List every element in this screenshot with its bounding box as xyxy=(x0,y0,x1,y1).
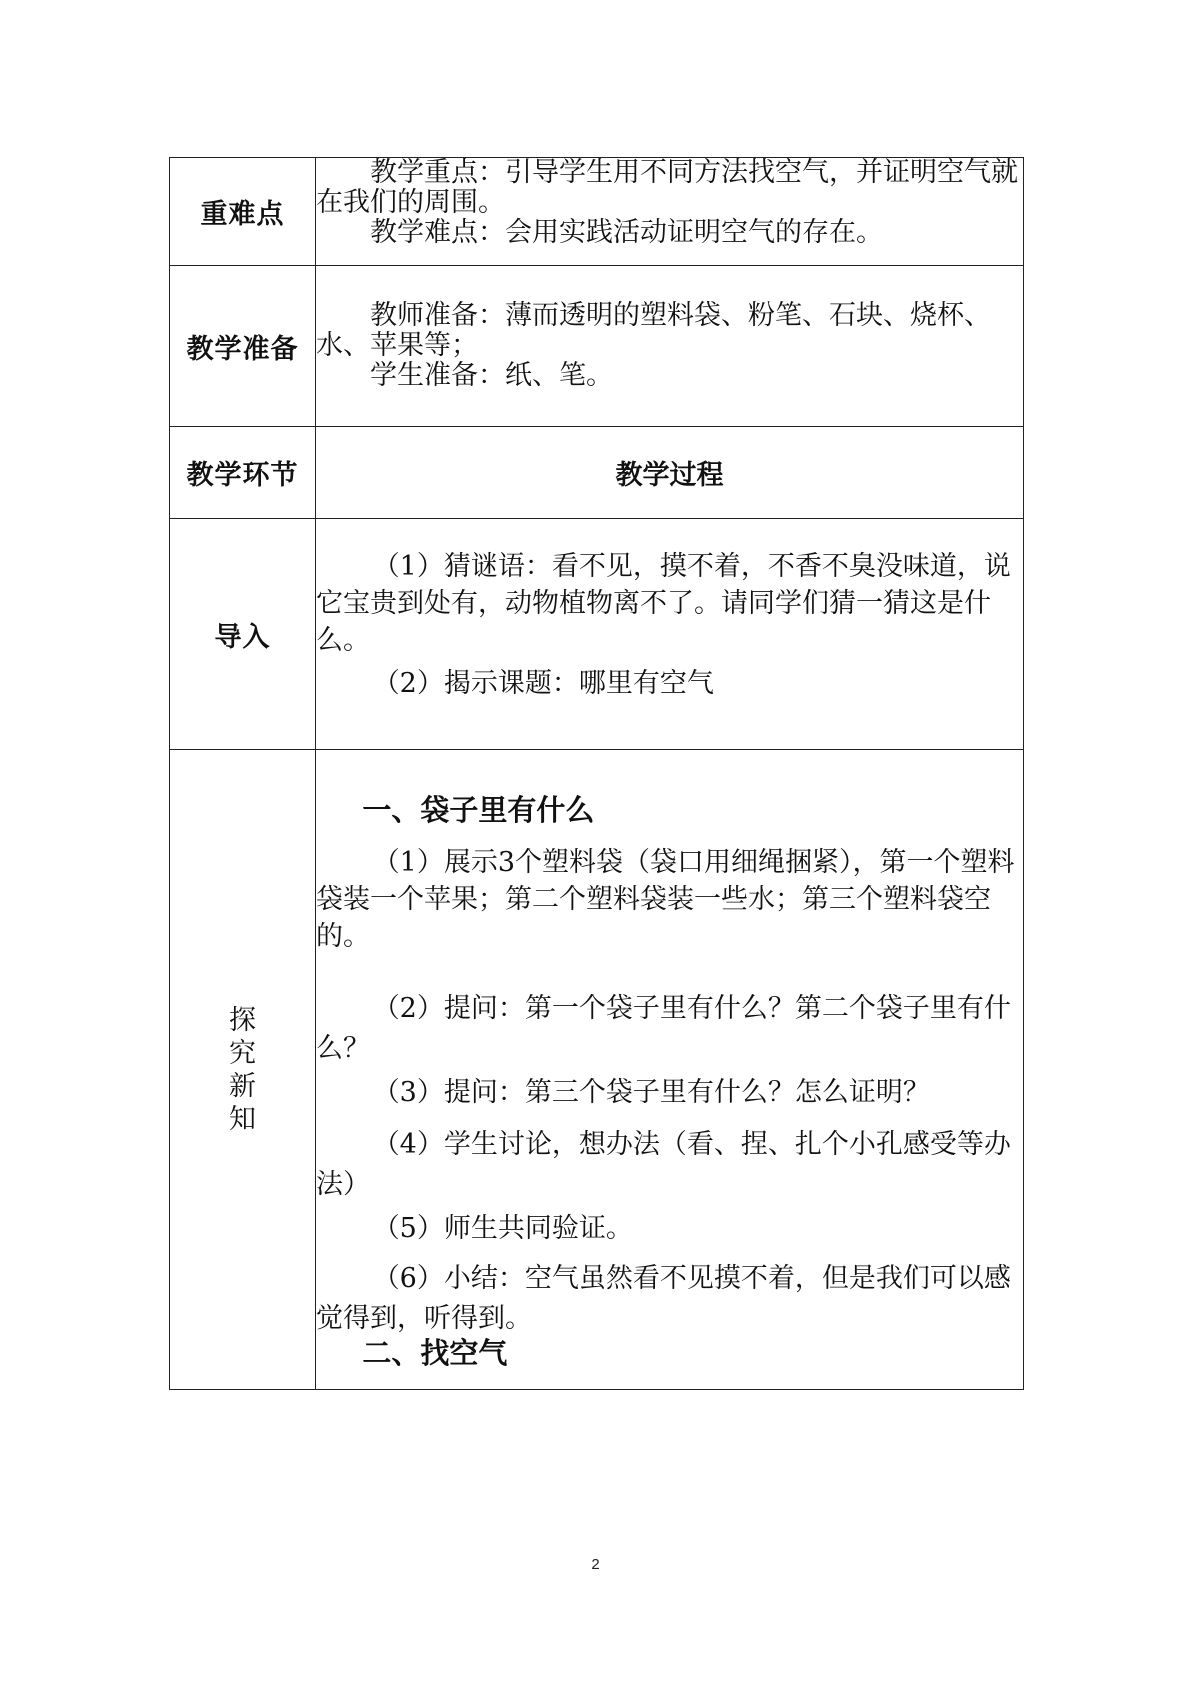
row-label-explore xyxy=(170,750,316,1390)
explore-item: （1）展示3个塑料袋（袋口用细绳捆紧），第一个塑料袋装一个苹果；第二个塑料袋装一些水；第三个塑料袋空的。 xyxy=(316,847,1015,952)
explore-item: （5）师生共同验证。 xyxy=(372,1213,633,1244)
header-label-process: 教学过程 xyxy=(316,427,1024,519)
explore-item: （6）小结：空气虽然看不见摸不着，但是我们可以感觉得到，听得到。 xyxy=(316,1263,1011,1334)
section-heading-find-air: 二、找空气 xyxy=(362,1336,508,1370)
key-point-focus: 教学重点：引导学生用不同方法找空气，并证明空气就在我们的周围。 xyxy=(316,157,1018,218)
row-preparation xyxy=(170,266,1024,427)
intro-riddle: （1）猜谜语：看不见，摸不着，不香不臭没味道，说它宝贵到处有，动物植物离不了。请同学们猜一猜这是什么。 xyxy=(316,551,1011,656)
header-label-stage: 教学环节 xyxy=(170,427,316,519)
explore-label-text: 探究新知 xyxy=(229,1004,256,1135)
explore-item: （4）学生讨论，想办法（看、捏、扎个小孔感受等办法） xyxy=(316,1129,1011,1200)
row-key-points xyxy=(170,158,1024,266)
row-label-preparation: 教学准备 xyxy=(170,266,316,427)
page-number: 2 xyxy=(591,1556,600,1573)
preparation-content xyxy=(316,266,1024,427)
row-explore xyxy=(170,750,1024,1390)
explore-item: （3）提问：第三个袋子里有什么？怎么证明？ xyxy=(372,1077,930,1108)
section-heading-bag: 一、袋子里有什么 xyxy=(362,793,595,827)
key-point-difficulty: 教学难点：会用实践活动证明空气的存在。 xyxy=(370,217,883,248)
intro-topic: （2）揭示课题：哪里有空气 xyxy=(372,668,714,699)
key-points-content xyxy=(316,158,1024,266)
row-header xyxy=(170,427,1024,519)
explore-content xyxy=(316,750,1024,1390)
teacher-preparation: 教师准备：薄而透明的塑料袋、粉笔、石块、烧杯、水、苹果等； xyxy=(316,300,991,361)
lesson-plan-table xyxy=(169,157,1024,1390)
row-label-key-points: 重难点 xyxy=(170,158,316,266)
intro-content xyxy=(316,519,1024,750)
row-label-intro: 导入 xyxy=(170,519,316,750)
row-intro xyxy=(170,519,1024,750)
explore-item: （2）提问：第一个袋子里有什么？第二个袋子里有什么？ xyxy=(316,993,1011,1064)
student-preparation: 学生准备：纸、笔。 xyxy=(370,360,613,391)
